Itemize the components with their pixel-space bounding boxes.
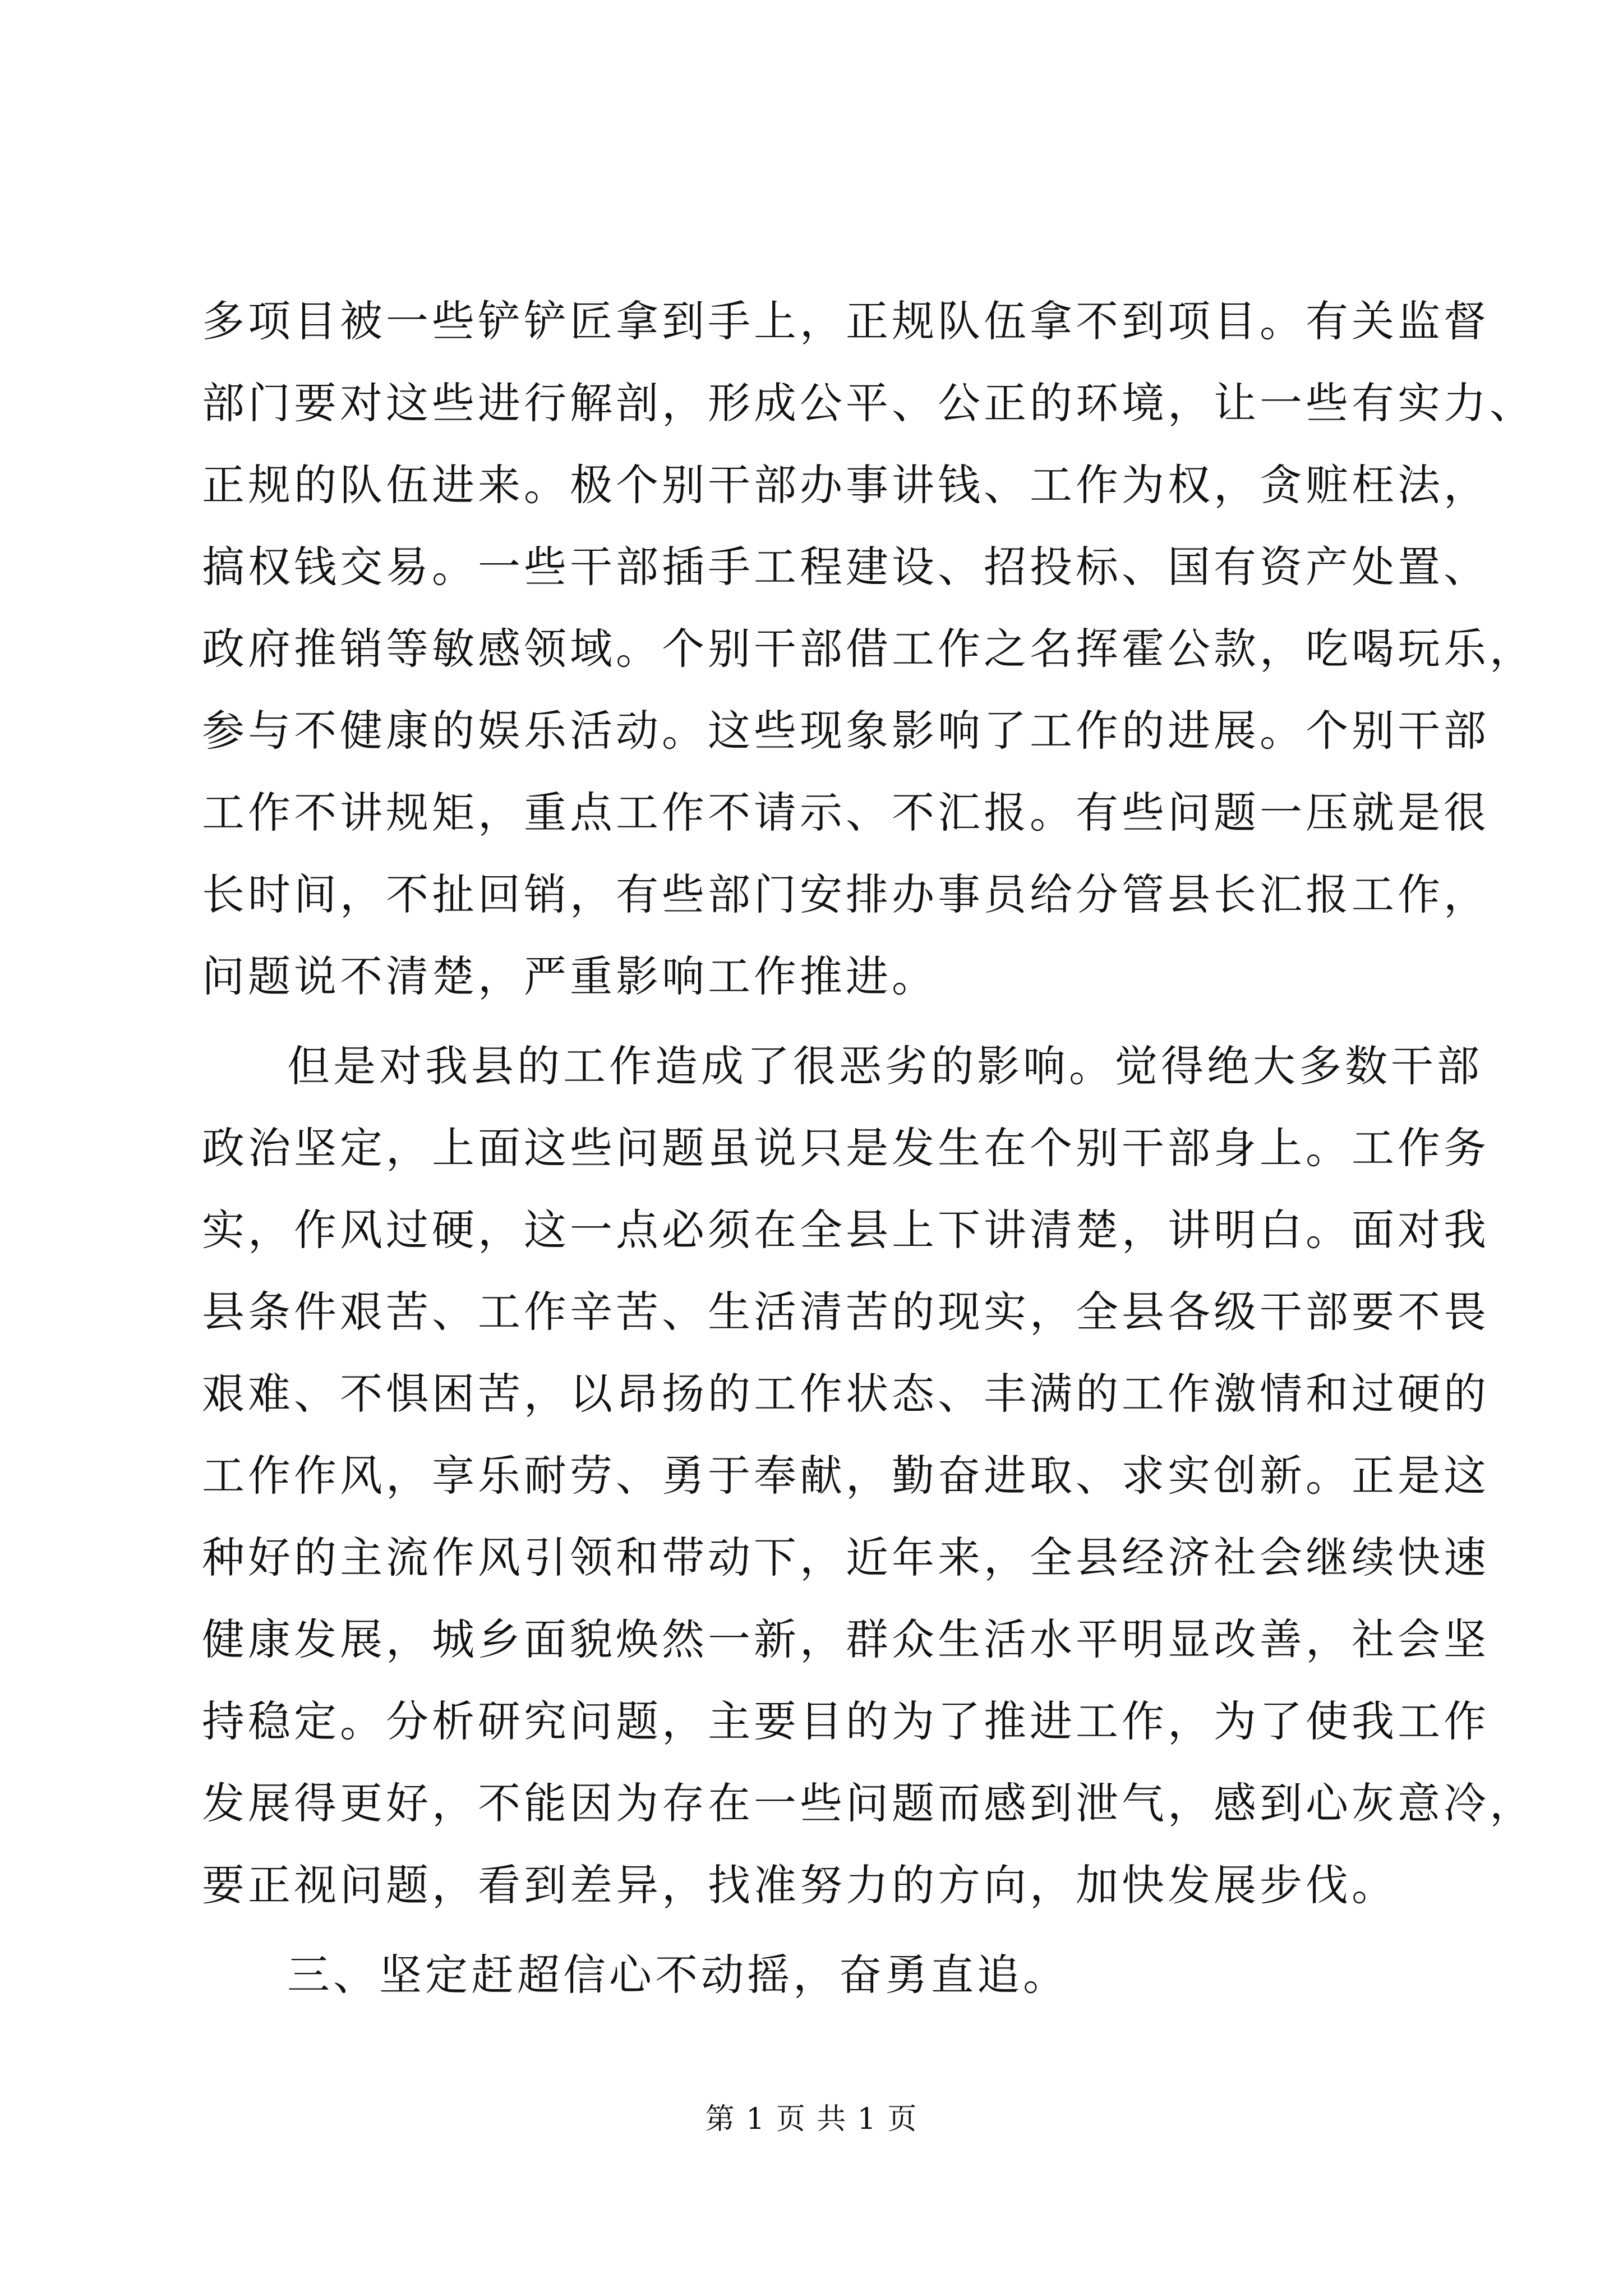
text-line: 工作作风，享乐耐劳、勇于奉献，勤奋进取、求实创新。正是这 <box>202 1451 1490 1501</box>
paragraph-gap <box>202 1926 1424 1934</box>
text-line: 县条件艰苦、工作辛苦、生活清苦的现实，全县各级干部要不畏 <box>202 1287 1490 1337</box>
text-line: 但是对我县的工作造成了很恶劣的影响。觉得绝大多数干部 <box>287 1041 1483 1091</box>
text-line: 政治坚定，上面这些问题虽说只是发生在个别干部身上。工作务 <box>202 1123 1490 1173</box>
document-body <box>202 280 1536 2016</box>
text-line: 正规的队伍进来。极个别干部办事讲钱、工作为权，贪赃枉法， <box>202 460 1490 510</box>
text-line: 持稳定。分析研究问题，主要目的为了推进工作，为了使我工作 <box>202 1696 1490 1746</box>
text-line: 健康发展，城乡面貌焕然一新，群众生活水平明显改善，社会坚 <box>202 1614 1490 1664</box>
section-heading: 三、坚定赶超信心不动摇，奋勇直追。 <box>287 1950 1069 2000</box>
text-line: 多项目被一些铲铲匠拿到手上，正规队伍拿不到项目。有关监督 <box>202 296 1490 346</box>
text-line: 参与不健康的娱乐活动。这些现象影响了工作的进展。个别干部 <box>202 706 1490 756</box>
paragraph-2 <box>202 1025 1536 1926</box>
text-line: 搞权钱交易。一些干部插手工程建设、招投标、国有资产处置、 <box>202 542 1490 592</box>
paragraph-gap <box>202 1018 1424 1025</box>
text-line: 种好的主流作风引领和带动下，近年来，全县经济社会继续快速 <box>202 1533 1490 1582</box>
text-line: 发展得更好，不能因为存在一些问题而感到泄气，感到心灰意冷， <box>202 1778 1536 1828</box>
text-line: 工作不讲规矩，重点工作不请示、不汇报。有些问题一压就是很 <box>202 788 1490 838</box>
text-line: 实，作风过硬，这一点必须在全县上下讲清楚，讲明白。面对我 <box>202 1205 1490 1255</box>
text-line: 要正视问题，看到差异，找准努力的方向，加快发展步伐。 <box>202 1860 1398 1910</box>
text-line: 政府推销等敏感领域。个别干部借工作之名挥霍公款，吃喝玩乐， <box>202 624 1536 674</box>
text-line: 部门要对这些进行解剖，形成公平、公正的环境，让一些有实力、 <box>202 378 1536 428</box>
text-line: 问题说不清楚，严重影响工作推进。 <box>202 951 938 1001</box>
text-line: 长时间，不扯回销，有些部门安排办事员给分管县长汇报工作， <box>202 869 1490 919</box>
text-line: 艰难、不惧困苦，以昂扬的工作状态、丰满的工作激情和过硬的 <box>202 1369 1490 1419</box>
paragraph-3 <box>202 1934 1424 2016</box>
paragraph-1 <box>202 280 1536 1018</box>
page-footer: 第 1 页 共 1 页 <box>705 2102 918 2136</box>
